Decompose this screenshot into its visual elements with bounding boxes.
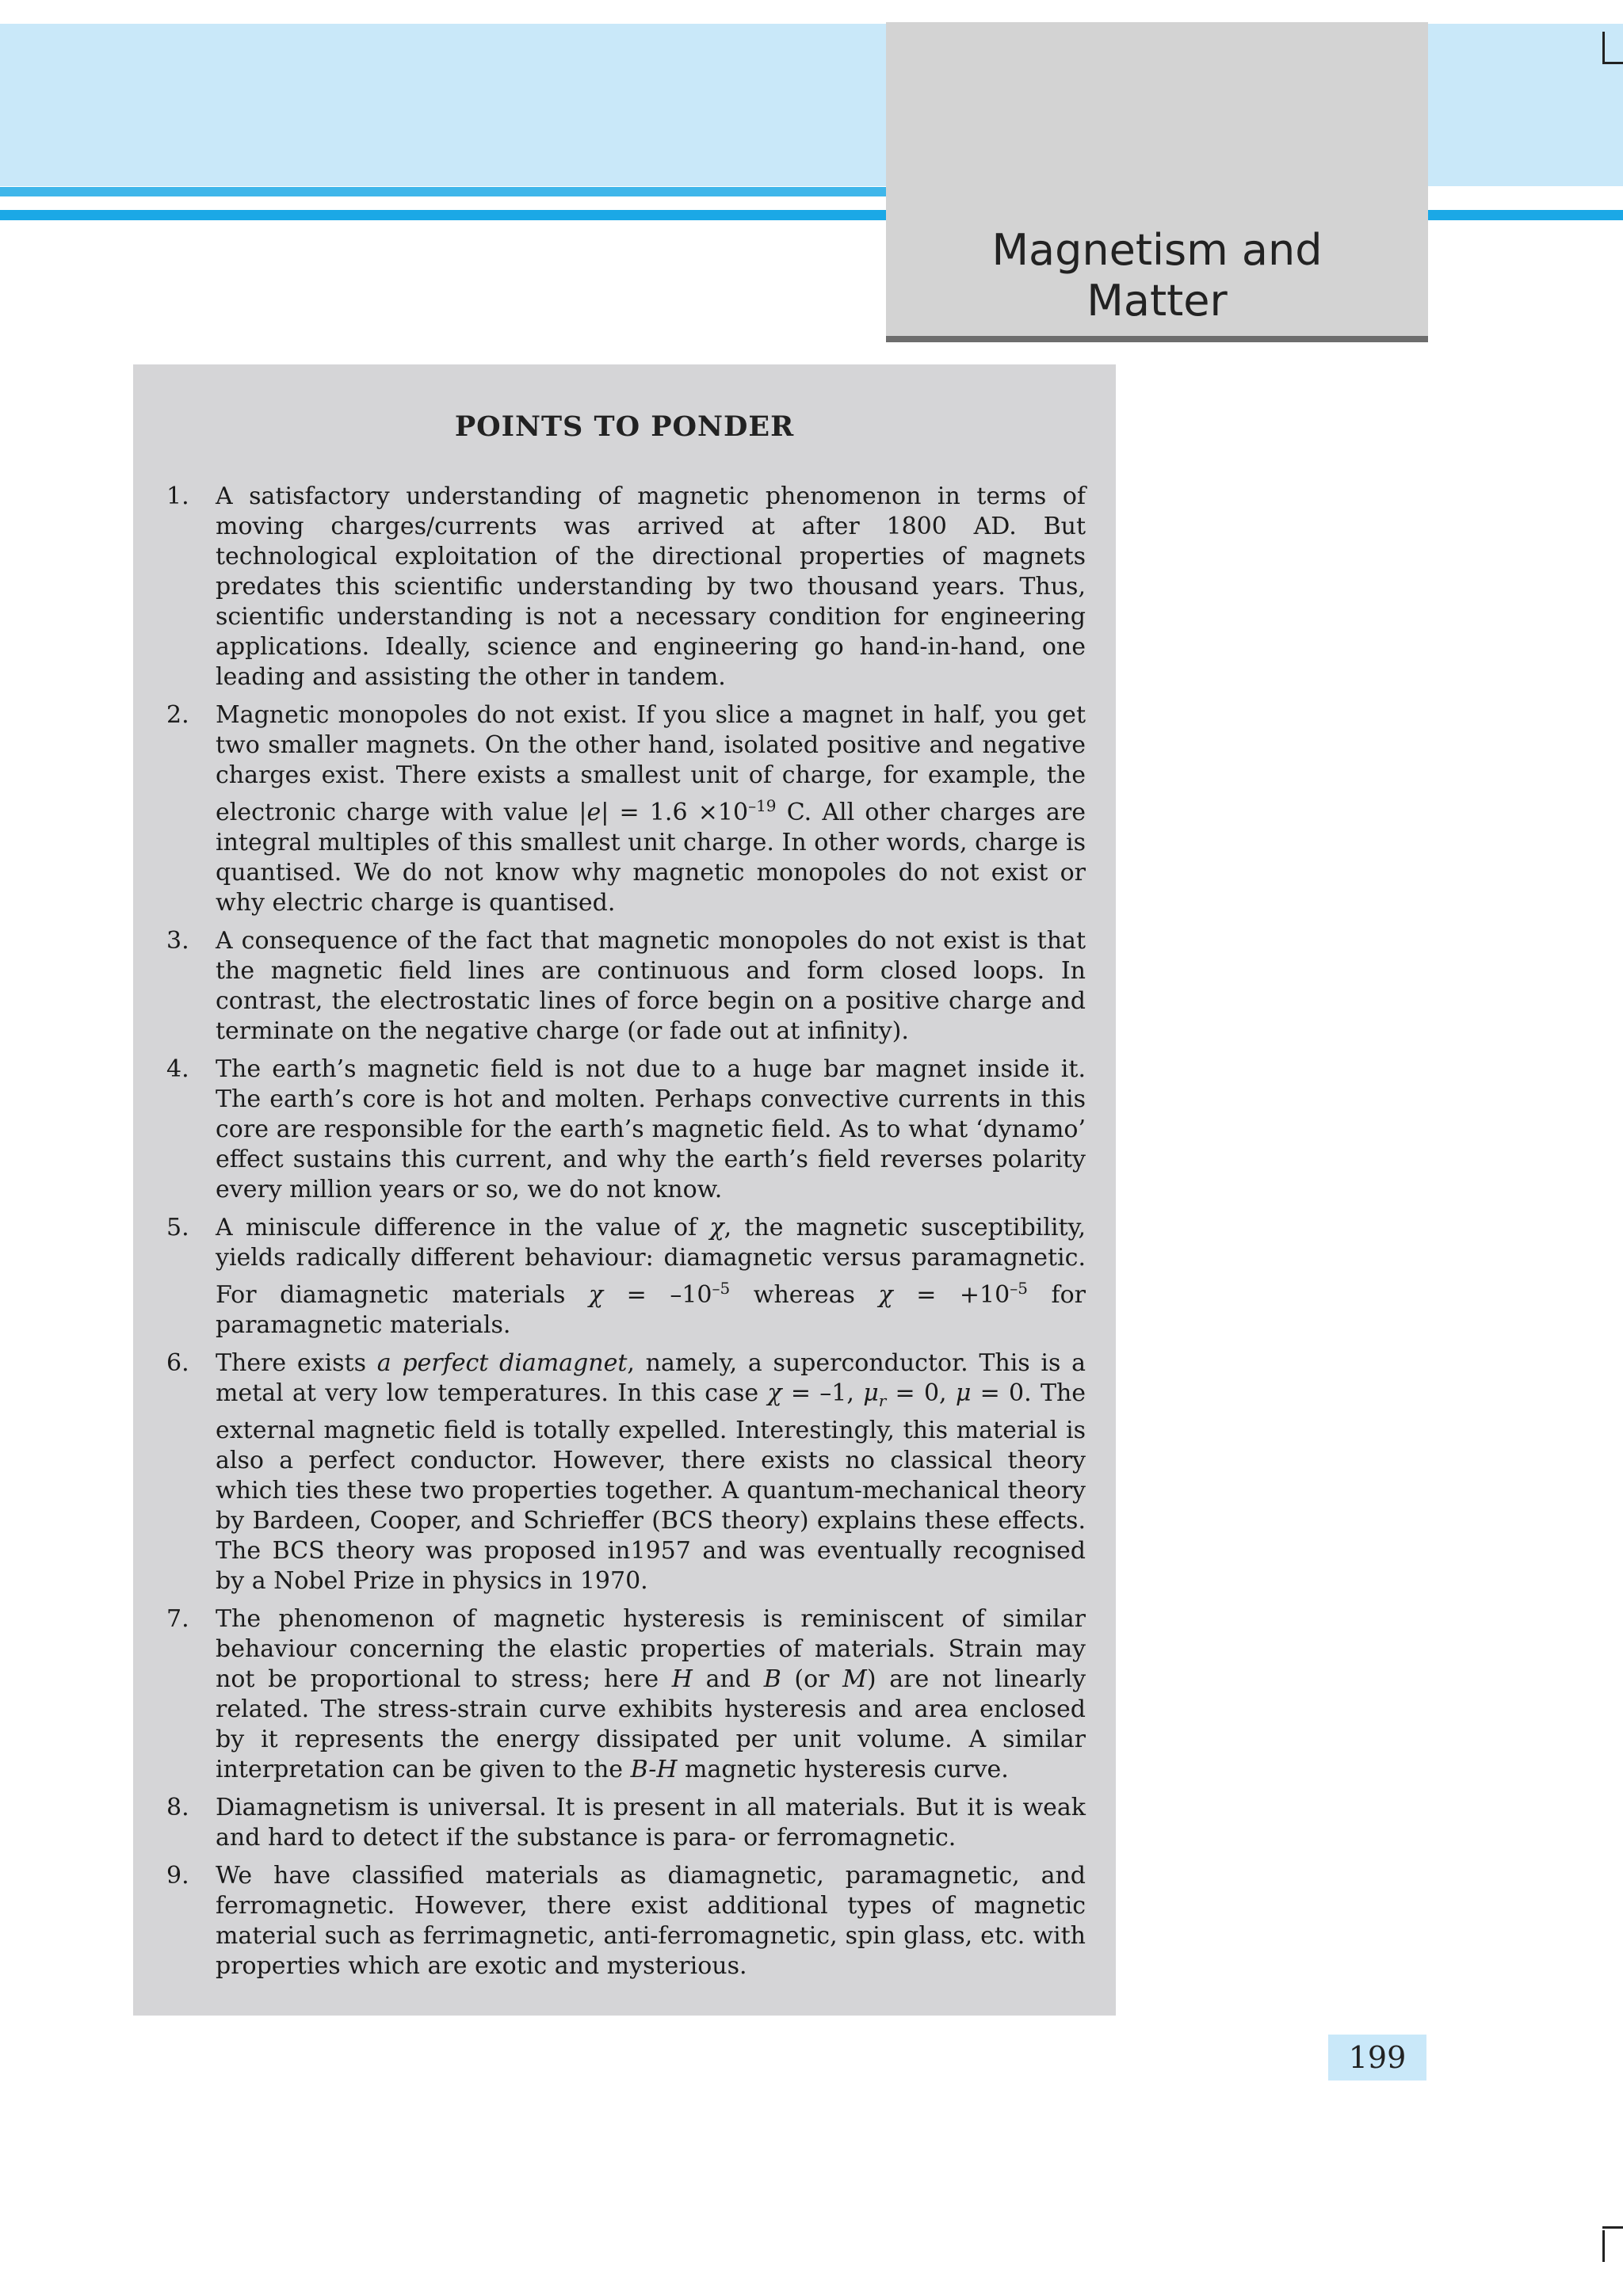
point-text: A satisfactory understanding of magnetic phenomenon in terms of moving charges/currents was arrived at after 1800 AD. But technological exploitation of the directional properties of magnets predates this scientific understanding by two thousand years. Thus, scientific understanding is not a necessary condition for engineering applications. Ideally, science and engineering go hand-in-hand, one leading and assisting the other in tandem. <box>216 482 1086 691</box>
chapter-title <box>886 225 1428 326</box>
point-item <box>166 1793 1086 1853</box>
point-item <box>166 1213 1086 1341</box>
point-number: 5. <box>166 1214 189 1241</box>
points-to-ponder-box <box>133 364 1116 2016</box>
section-heading: POINTS TO PONDER <box>454 410 795 443</box>
point-item <box>166 1055 1086 1205</box>
point-item <box>166 926 1086 1047</box>
point-item <box>166 1348 1086 1596</box>
points-list <box>166 482 1086 1989</box>
point-text: A consequence of the fact that magnetic monopoles do not exist is that the magnetic field lines are continuous and form closed loops. In contrast, the electrostatic lines of force begin on a positive charge and terminate on the negative charge (or fade out at infinity). <box>216 927 1086 1045</box>
point-item <box>166 1861 1086 1981</box>
crop-mark-top-vertical <box>1602 32 1605 62</box>
point-text: Magnetic monopoles do not exist. If you slice a magnet in half, you get two smaller magnets. On the other hand, isolated positive and negative charges exist. There exists a smallest unit of charge, for example, the electronic charge with value $|e| = 1.6 \times 10^{-19}$ C. All other charges are integral multiples of this smallest unit charge. In other words, charge is quantised. We do not know why magnetic monopoles do not exist or why electric charge is quantised. <box>216 701 1086 917</box>
crop-mark-top-horizontal <box>1602 62 1623 64</box>
point-text: The phenomenon of magnetic hysteresis is reminiscent of similar behaviour concerning the elastic properties of materials. Strain may not be proportional to stress; here H and B (or M) are not linearly related. The stress-strain curve exhibits hysteresis and area enclosed by it represents the energy dissipated per unit volume. A similar interpretation can be given to the B-H magnetic hysteresis curve. <box>216 1605 1086 1783</box>
point-number: 1. <box>166 482 189 510</box>
chapter-tab <box>886 22 1428 342</box>
point-number: 8. <box>166 1794 189 1821</box>
page-number: 199 <box>1328 2035 1426 2081</box>
header-rule-upper <box>0 187 888 196</box>
point-text: A miniscule difference in the value of χ, the magnetic susceptibility, yields radically different behaviour: diamagnetic versus paramagnetic. For diamagnetic materials $\chi = -10^{-5}$ whereas $\chi = +10^{-5}$ for paramagnetic materials. <box>216 1214 1086 1339</box>
point-item <box>166 700 1086 918</box>
point-text: The earth’s magnetic field is not due to a huge bar magnet inside it. The earth’s core is hot and molten. Perhaps convective currents in this core are responsible for the earth’s magnetic field. As to what ‘dynamo’ effect sustains this current, and why the earth’s field reverses polarity every million years or so, we do not know. <box>216 1055 1086 1203</box>
chapter-title-line-1: Magnetism and <box>991 225 1323 275</box>
crop-mark-bottom-vertical <box>1602 2230 1605 2262</box>
point-text: There exists a perfect diamagnet, namely, a superconductor. This is a metal at very low temperatures. In this case χ = –1, $\mu_r = 0$, μ = 0. The external magnetic field is totally expelled. Interestingly, this material is also a perfect conductor. However, there exists no classical theory which ties these two properties together. A quantum-mechanical theory by Bardeen, Cooper, and Schrieffer (BCS theory) explains these effects. The BCS theory was proposed in1957 and was eventually recognised by a Nobel Prize in physics in 1970. <box>216 1349 1086 1595</box>
point-number: 6. <box>166 1349 189 1377</box>
point-number: 3. <box>166 927 189 955</box>
point-number: 7. <box>166 1605 189 1633</box>
point-number: 2. <box>166 701 189 729</box>
point-item <box>166 1604 1086 1785</box>
point-text: Diamagnetism is universal. It is present in all materials. But it is weak and hard to detect if the substance is para- or ferromagnetic. <box>216 1794 1086 1852</box>
crop-mark-bottom-horizontal <box>1602 2226 1623 2229</box>
point-number: 4. <box>166 1055 189 1083</box>
point-number: 9. <box>166 1862 189 1890</box>
chapter-title-line-2: Matter <box>1086 276 1228 326</box>
point-text: We have classified materials as diamagnetic, paramagnetic, and ferromagnetic. However, there exist additional types of magnetic material such as ferrimagnetic, anti-ferromagnetic, spin glass, etc. with properties which are exotic and mysterious. <box>216 1862 1086 1980</box>
point-item <box>166 482 1086 692</box>
